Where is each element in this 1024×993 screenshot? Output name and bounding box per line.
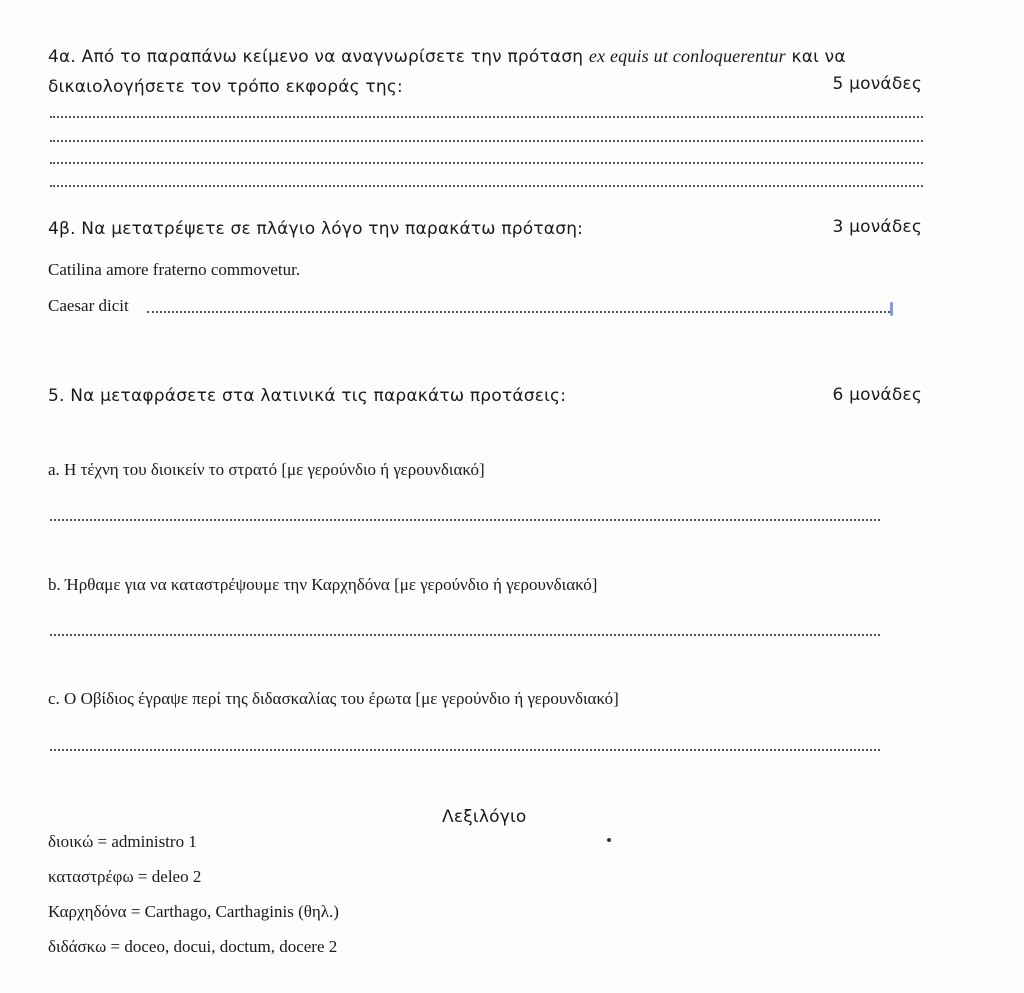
scan-speck bbox=[607, 838, 611, 842]
scan-speck bbox=[890, 302, 893, 316]
q4a-answer-line-2[interactable] bbox=[50, 140, 923, 142]
glossary-entry: Καρχηδόνα = Carthago, Carthaginis (θηλ.) bbox=[48, 902, 339, 921]
q4a-answer-line-1[interactable] bbox=[50, 116, 923, 118]
q4a-points: 5 μονάδες bbox=[832, 74, 922, 94]
q5-item-b: b. Ήρθαμε για να καταστρέψουμε την Καρχηδόνα [με γερούνδιο ή γερουνδιακό] bbox=[48, 575, 598, 594]
q4a-answer-line-4[interactable] bbox=[50, 185, 923, 187]
q4a-line2: δικαιολογήσετε τον τρόπο εκφοράς της: bbox=[48, 77, 403, 97]
q4a-latin-phrase: ex equis ut conloquerentur bbox=[588, 46, 786, 66]
q5-item-b-answer-line[interactable] bbox=[50, 634, 880, 636]
glossary-entry: διοικώ = administro 1 bbox=[48, 832, 197, 851]
glossary-title: Λεξιλόγιο bbox=[442, 807, 527, 827]
q4a-answer-line-3[interactable] bbox=[50, 162, 923, 164]
q5-points: 6 μονάδες bbox=[832, 385, 922, 405]
q4a-line1-prefix: 4α. Από το παραπάνω κείμενο να αναγνωρίσετε την πρόταση bbox=[48, 47, 589, 67]
q5-item-c: c. Ο Οβίδιος έγραψε περί της διδασκαλίας του έρωτα [με γερούνδιο ή γερουνδιακό] bbox=[48, 689, 619, 708]
q5-item-c-answer-line[interactable] bbox=[50, 749, 880, 751]
q5-item-a: a. Η τέχνη του διοικείν το στρατό [με γερούνδιο ή γερουνδιακό] bbox=[48, 460, 485, 479]
glossary-entry: διδάσκω = doceo, docui, doctum, docere 2 bbox=[48, 937, 338, 956]
q4b-sentence: Catilina amore fraterno commovetur. bbox=[48, 260, 301, 279]
q4a-line1-suffix: και να bbox=[785, 47, 846, 67]
q4b-title: 4β. Να μετατρέψετε σε πλάγιο λόγο την παρακάτω πρόταση: bbox=[48, 219, 584, 239]
q4b-points: 3 μονάδες bbox=[832, 217, 922, 237]
q5-title: 5. Να μεταφράσετε στα λατινικά τις παρακάτω προτάσεις: bbox=[48, 386, 567, 406]
q4b-answer-line[interactable] bbox=[147, 311, 890, 313]
glossary-entry: καταστρέφω = deleo 2 bbox=[48, 867, 202, 886]
q4a-line1 bbox=[48, 46, 846, 67]
q5-item-a-answer-line[interactable] bbox=[50, 519, 880, 521]
q4b-answer-prefix: Caesar dicit bbox=[48, 296, 129, 315]
